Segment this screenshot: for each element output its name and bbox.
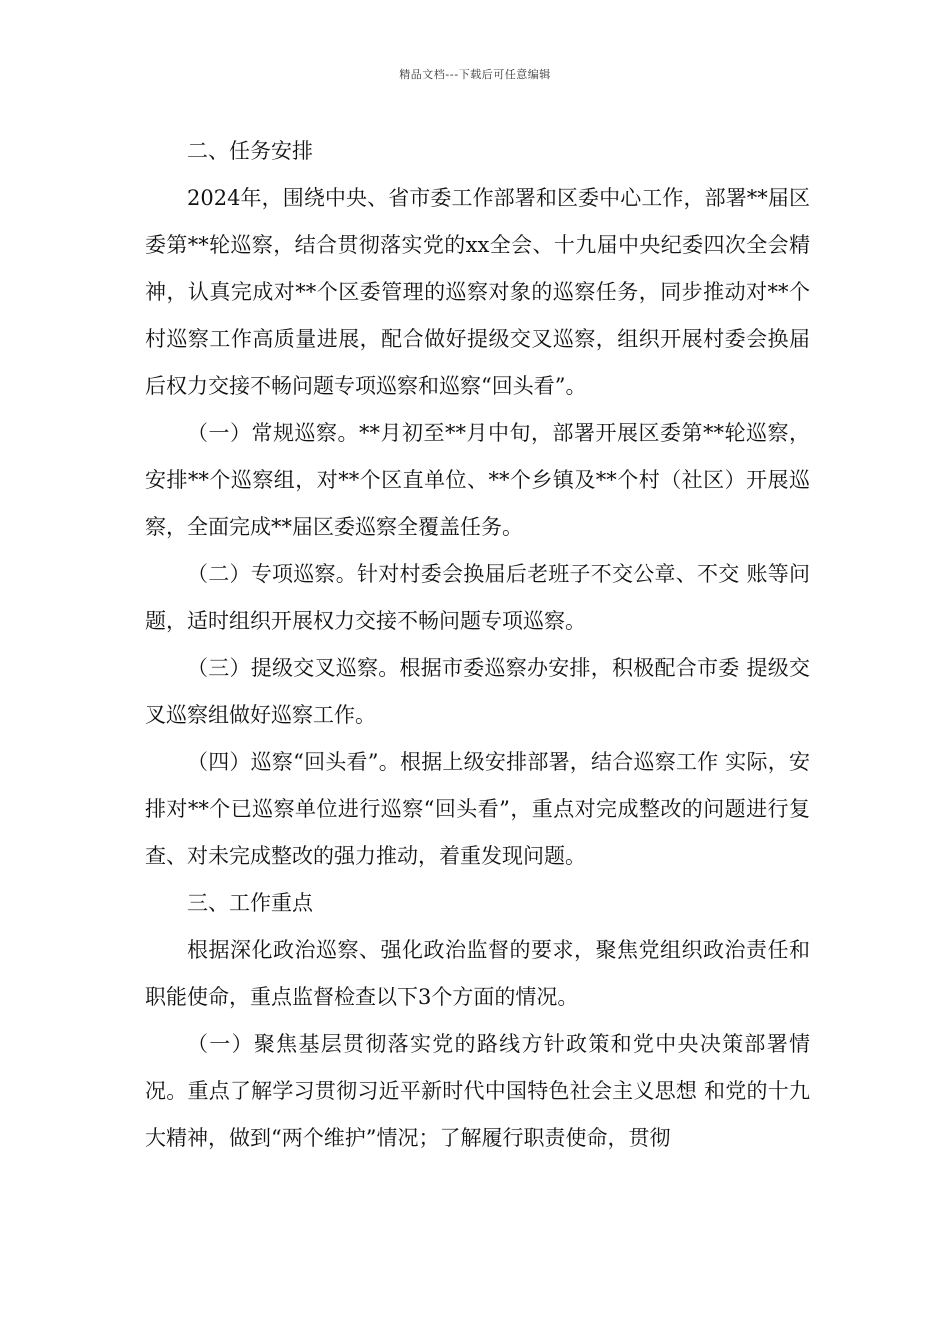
paragraph-task-overview: 2024年，围绕中央、省市委工作部署和区委中心工作，部署**届区委第**轮巡察，结合贯彻落实党的xx全会、十九届中央纪委四次全会精神，认真完成对**个区委管理的巡察对象的巡察任务，同步推动对**个村巡察工作高质量进展，配合做好提级交叉巡察，组织开展村委会换届后权力交接不畅问题专项巡察和巡察“回头看”。 — [145, 186, 810, 398]
paragraph-routine-inspection: （一）常规巡察。**月初至**月中旬，部署开展区委第**轮巡察，安排**个巡察组，对**个区直单位、**个乡镇及**个村（社区）开展巡察，全面完成**届区委巡察全覆盖任务。 — [145, 421, 810, 539]
paragraph-focus-item-one: （一）聚焦基层贯彻落实党的路线方针政策和党中央决策部署情况。重点了解学习贯彻习近平新时代中国特色社会主义思想 和党的十九大精神，做到“两个维护”情况；了解履行职责使命，贯彻 — [145, 1032, 810, 1150]
paragraph-focus-overview: 根据深化政治巡察、强化政治监督的要求，聚焦党组织政治责任和职能使命，重点监督检查以下3个方面的情况。 — [145, 938, 810, 1009]
page-header: 精品文档---下载后可任意编辑 — [399, 68, 551, 81]
document-body — [145, 128, 810, 1162]
paragraph-cross-inspection: （三）提级交叉巡察。根据市委巡察办安排，积极配合市委 提级交叉巡察组做好巡察工作。 — [145, 656, 810, 727]
paragraph-look-back-inspection: （四）巡察“回头看”。根据上级安排部署，结合巡察工作 实际，安排对**个已巡察单位进行巡察“回头看”，重点对完成整改的问题进行复查、对未完成整改的强力推动，着重发现问题。 — [145, 750, 810, 868]
paragraph-special-inspection: （二）专项巡察。针对村委会换届后老班子不交公章、不交 账等问题，适时组织开展权力交接不畅问题专项巡察。 — [145, 562, 810, 633]
section-heading-work-focus: 三、工作重点 — [187, 891, 313, 915]
section-heading-task-arrangement: 二、任务安排 — [187, 139, 313, 163]
